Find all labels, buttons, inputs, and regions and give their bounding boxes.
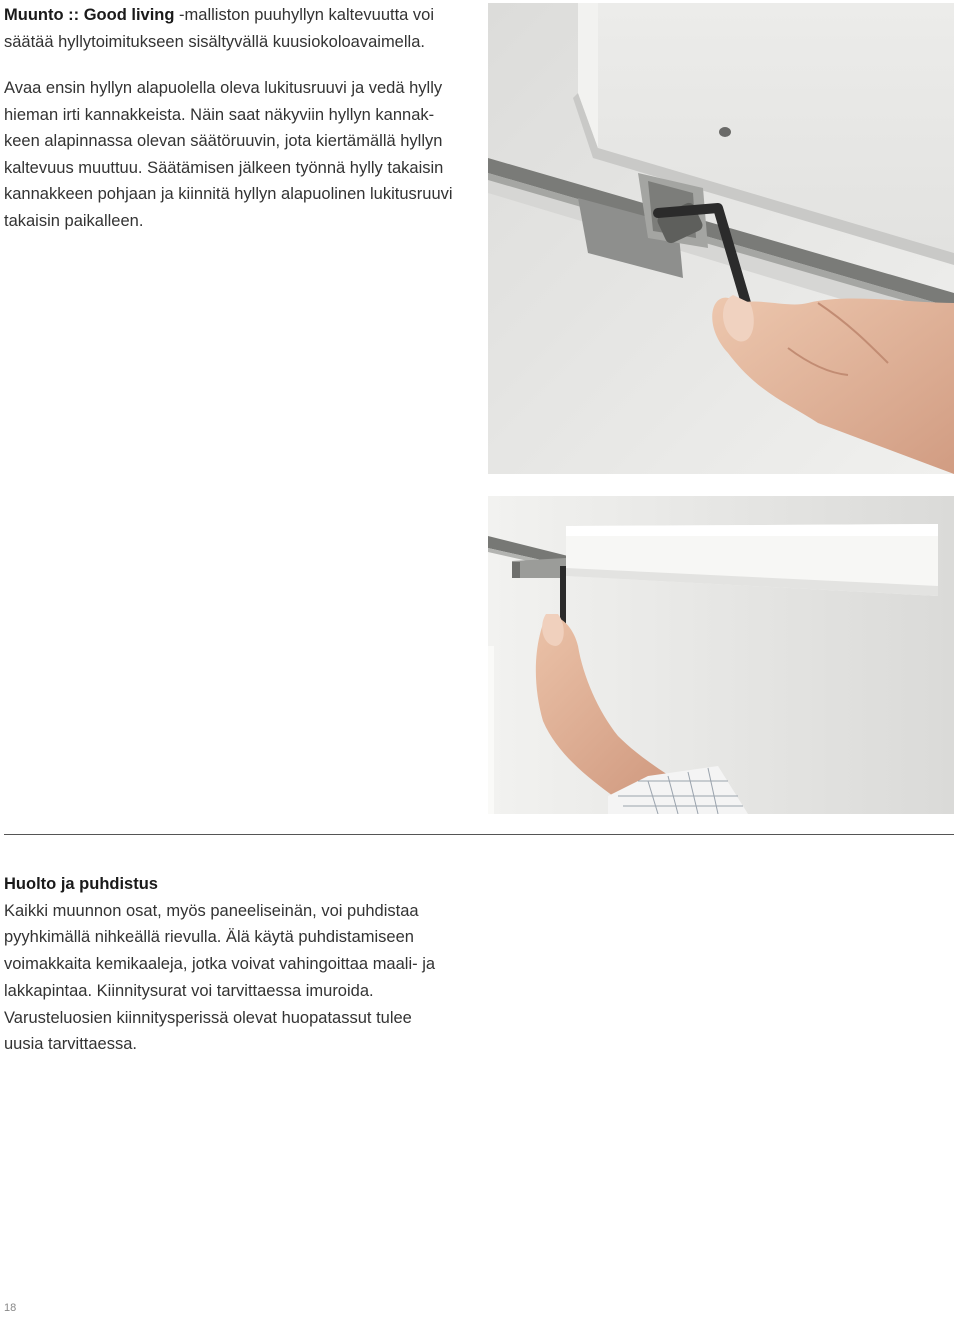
care-line: uusia tarvittaessa. — [4, 1035, 137, 1054]
photo-adjusting-shelf-screw — [488, 3, 954, 474]
instructions-paragraph — [4, 75, 474, 234]
brand-title: Muunto :: Good living — [4, 6, 175, 24]
instruction-line: takaisin paikalleen. — [4, 211, 144, 230]
care-line: Varusteluosien kiinnitysperissä olevat huopatassut tulee — [4, 1008, 412, 1027]
care-line: pyyhkimällä nihkeällä rievulla. Älä käytä puhdistamiseen — [4, 928, 414, 947]
intro-text — [4, 2, 474, 234]
intro-line-1-rest: -malliston puuhyllyn kaltevuutta voi — [174, 6, 435, 24]
care-heading: Huolto ja puhdistus — [4, 875, 158, 893]
care-line: voimakkaita kemikaaleja, jotka voivat vahingoittaa maali- ja — [4, 955, 436, 974]
intro-line-2: säätää hyllytoimitukseen sisältyvällä kuusiokoloavaimella. — [4, 32, 425, 51]
care-section — [4, 871, 524, 1058]
instruction-line: kaltevuus muuttuu. Säätämisen jälkeen työnnä hylly takaisin — [4, 158, 444, 177]
care-line: lakkapintaa. Kiinnitysurat voi tarvittaessa imuroida. — [4, 981, 374, 1000]
section-divider — [4, 834, 954, 835]
instruction-line: hieman irti kannakkeista. Näin saat näkyviin hyllyn kannak- — [4, 105, 435, 124]
intro-line-1 — [4, 2, 474, 29]
instruction-line: keen alapinnassa olevan säätöruuvin, jota kiertämällä hyllyn — [4, 132, 443, 150]
instruction-line: kannakkeen pohjaan ja kiinnitä hyllyn alapuolinen lukitusruuvi — [4, 185, 453, 203]
instruction-line: Avaa ensin hyllyn alapuolella oleva lukitusruuvi ja vedä hylly — [4, 79, 443, 97]
intro-paragraph — [4, 2, 474, 55]
page-number: 18 — [4, 1302, 17, 1314]
care-line: Kaikki muunnon osat, myös paneeliseinän, voi puhdistaa — [4, 901, 419, 920]
photo-shelf-side-view — [488, 496, 954, 814]
